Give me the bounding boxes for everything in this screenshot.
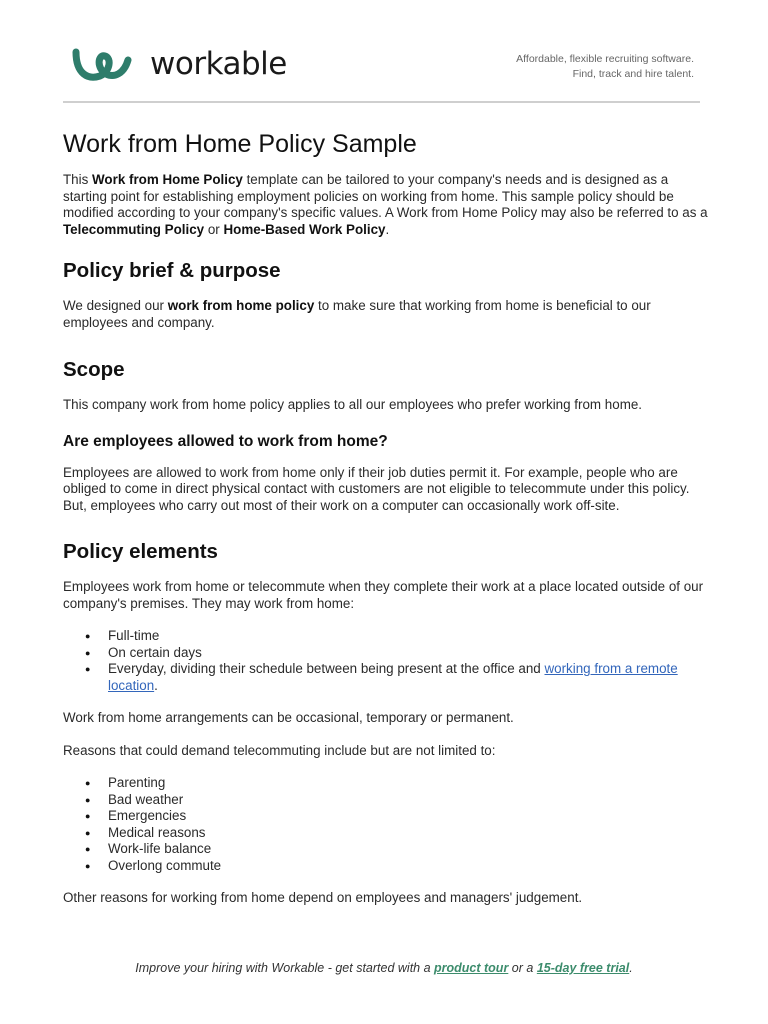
reasons-list (85, 775, 708, 874)
list-item: ● Parenting (85, 775, 708, 792)
intro-text: template can be tailored to your company's needs and is designed as a starting point for establishing employment policies on working from home. This sample policy should be modified according to your company's specific values. A Work from Home Policy may also be referred to as a (63, 172, 708, 220)
list-item: ● Overlong commute (85, 858, 708, 875)
intro-text: This (63, 172, 93, 187)
allowed-paragraph: Employees are allowed to work from home only if their job duties permit it. For example, people who are obliged to come in direct physical contact with customers are not eligible to telecommute under this policy. But, employees who carry out most of their work on a computer can occasionally work off-site. (63, 464, 690, 513)
brief-bold-term: work from home policy (167, 298, 315, 313)
workable-logo[interactable] (72, 44, 287, 84)
footer-text: Improve your hiring with Workable - get started with a (135, 961, 435, 975)
heading-policy-brief: Policy brief & purpose (63, 259, 281, 282)
document-title: Work from Home Policy Sample (63, 130, 417, 158)
page-footer (0, 961, 768, 975)
intro-text: . (385, 221, 390, 237)
tagline-line-1: Affordable, flexible recruiting software. (516, 53, 694, 65)
intro-paragraph (63, 172, 708, 238)
work-modes-list (85, 628, 708, 694)
heading-policy-elements: Policy elements (63, 540, 218, 563)
brief-text: to make sure that working from home is beneficial to our employees and company. (63, 298, 651, 330)
list-item (85, 661, 708, 694)
scope-paragraph: This company work from home policy applies to all our employees who prefer working from home. (63, 397, 643, 412)
brief-paragraph (63, 298, 708, 331)
footer-text: or a (508, 961, 537, 975)
list-item-text: . (154, 677, 158, 693)
workable-swirl-icon (72, 44, 138, 84)
reasons-intro: Reasons that could demand telecommuting include but are not limited to: (63, 742, 496, 758)
footer-text: . (629, 961, 633, 975)
page-header (0, 0, 768, 110)
remote-location-link[interactable]: working from a remote location (108, 661, 678, 693)
header-divider (63, 101, 700, 103)
tagline-line-2: Find, track and hire talent. (572, 68, 694, 80)
arrangements-paragraph: Work from home arrangements can be occasional, temporary or permanent. (63, 710, 514, 725)
list-item: ● Medical reasons (85, 825, 708, 842)
intro-bold-term: Home-Based Work Policy (223, 221, 386, 237)
subheading-allowed: Are employees allowed to work from home? (63, 432, 388, 450)
list-item: ● Bad weather (85, 792, 708, 809)
intro-bold-term: Telecommuting Policy (63, 221, 205, 237)
list-item: ● Emergencies (85, 808, 708, 825)
product-tour-link[interactable]: product tour (434, 961, 509, 975)
document-body (63, 128, 708, 907)
other-reasons-paragraph: Other reasons for working from home depend on employees and managers' judgement. (63, 890, 583, 905)
heading-scope: Scope (63, 358, 125, 381)
elements-intro: Employees work from home or telecommute when they complete their work at a place located outside of our company's premises. They may work from home: (63, 579, 704, 611)
intro-text: or (204, 221, 224, 237)
brief-text: We designed our (63, 298, 168, 313)
list-item-text: Everyday, dividing their schedule between being present at the office and (108, 661, 545, 676)
list-item: ● Full-time (85, 628, 708, 645)
intro-bold-term: Work from Home Policy (92, 172, 243, 187)
logo-text: workable (150, 46, 287, 82)
tagline (516, 52, 694, 82)
list-item: ● On certain days (85, 645, 708, 662)
free-trial-link[interactable]: 15-day free trial (536, 961, 630, 975)
list-item: ● Work-life balance (85, 841, 708, 858)
